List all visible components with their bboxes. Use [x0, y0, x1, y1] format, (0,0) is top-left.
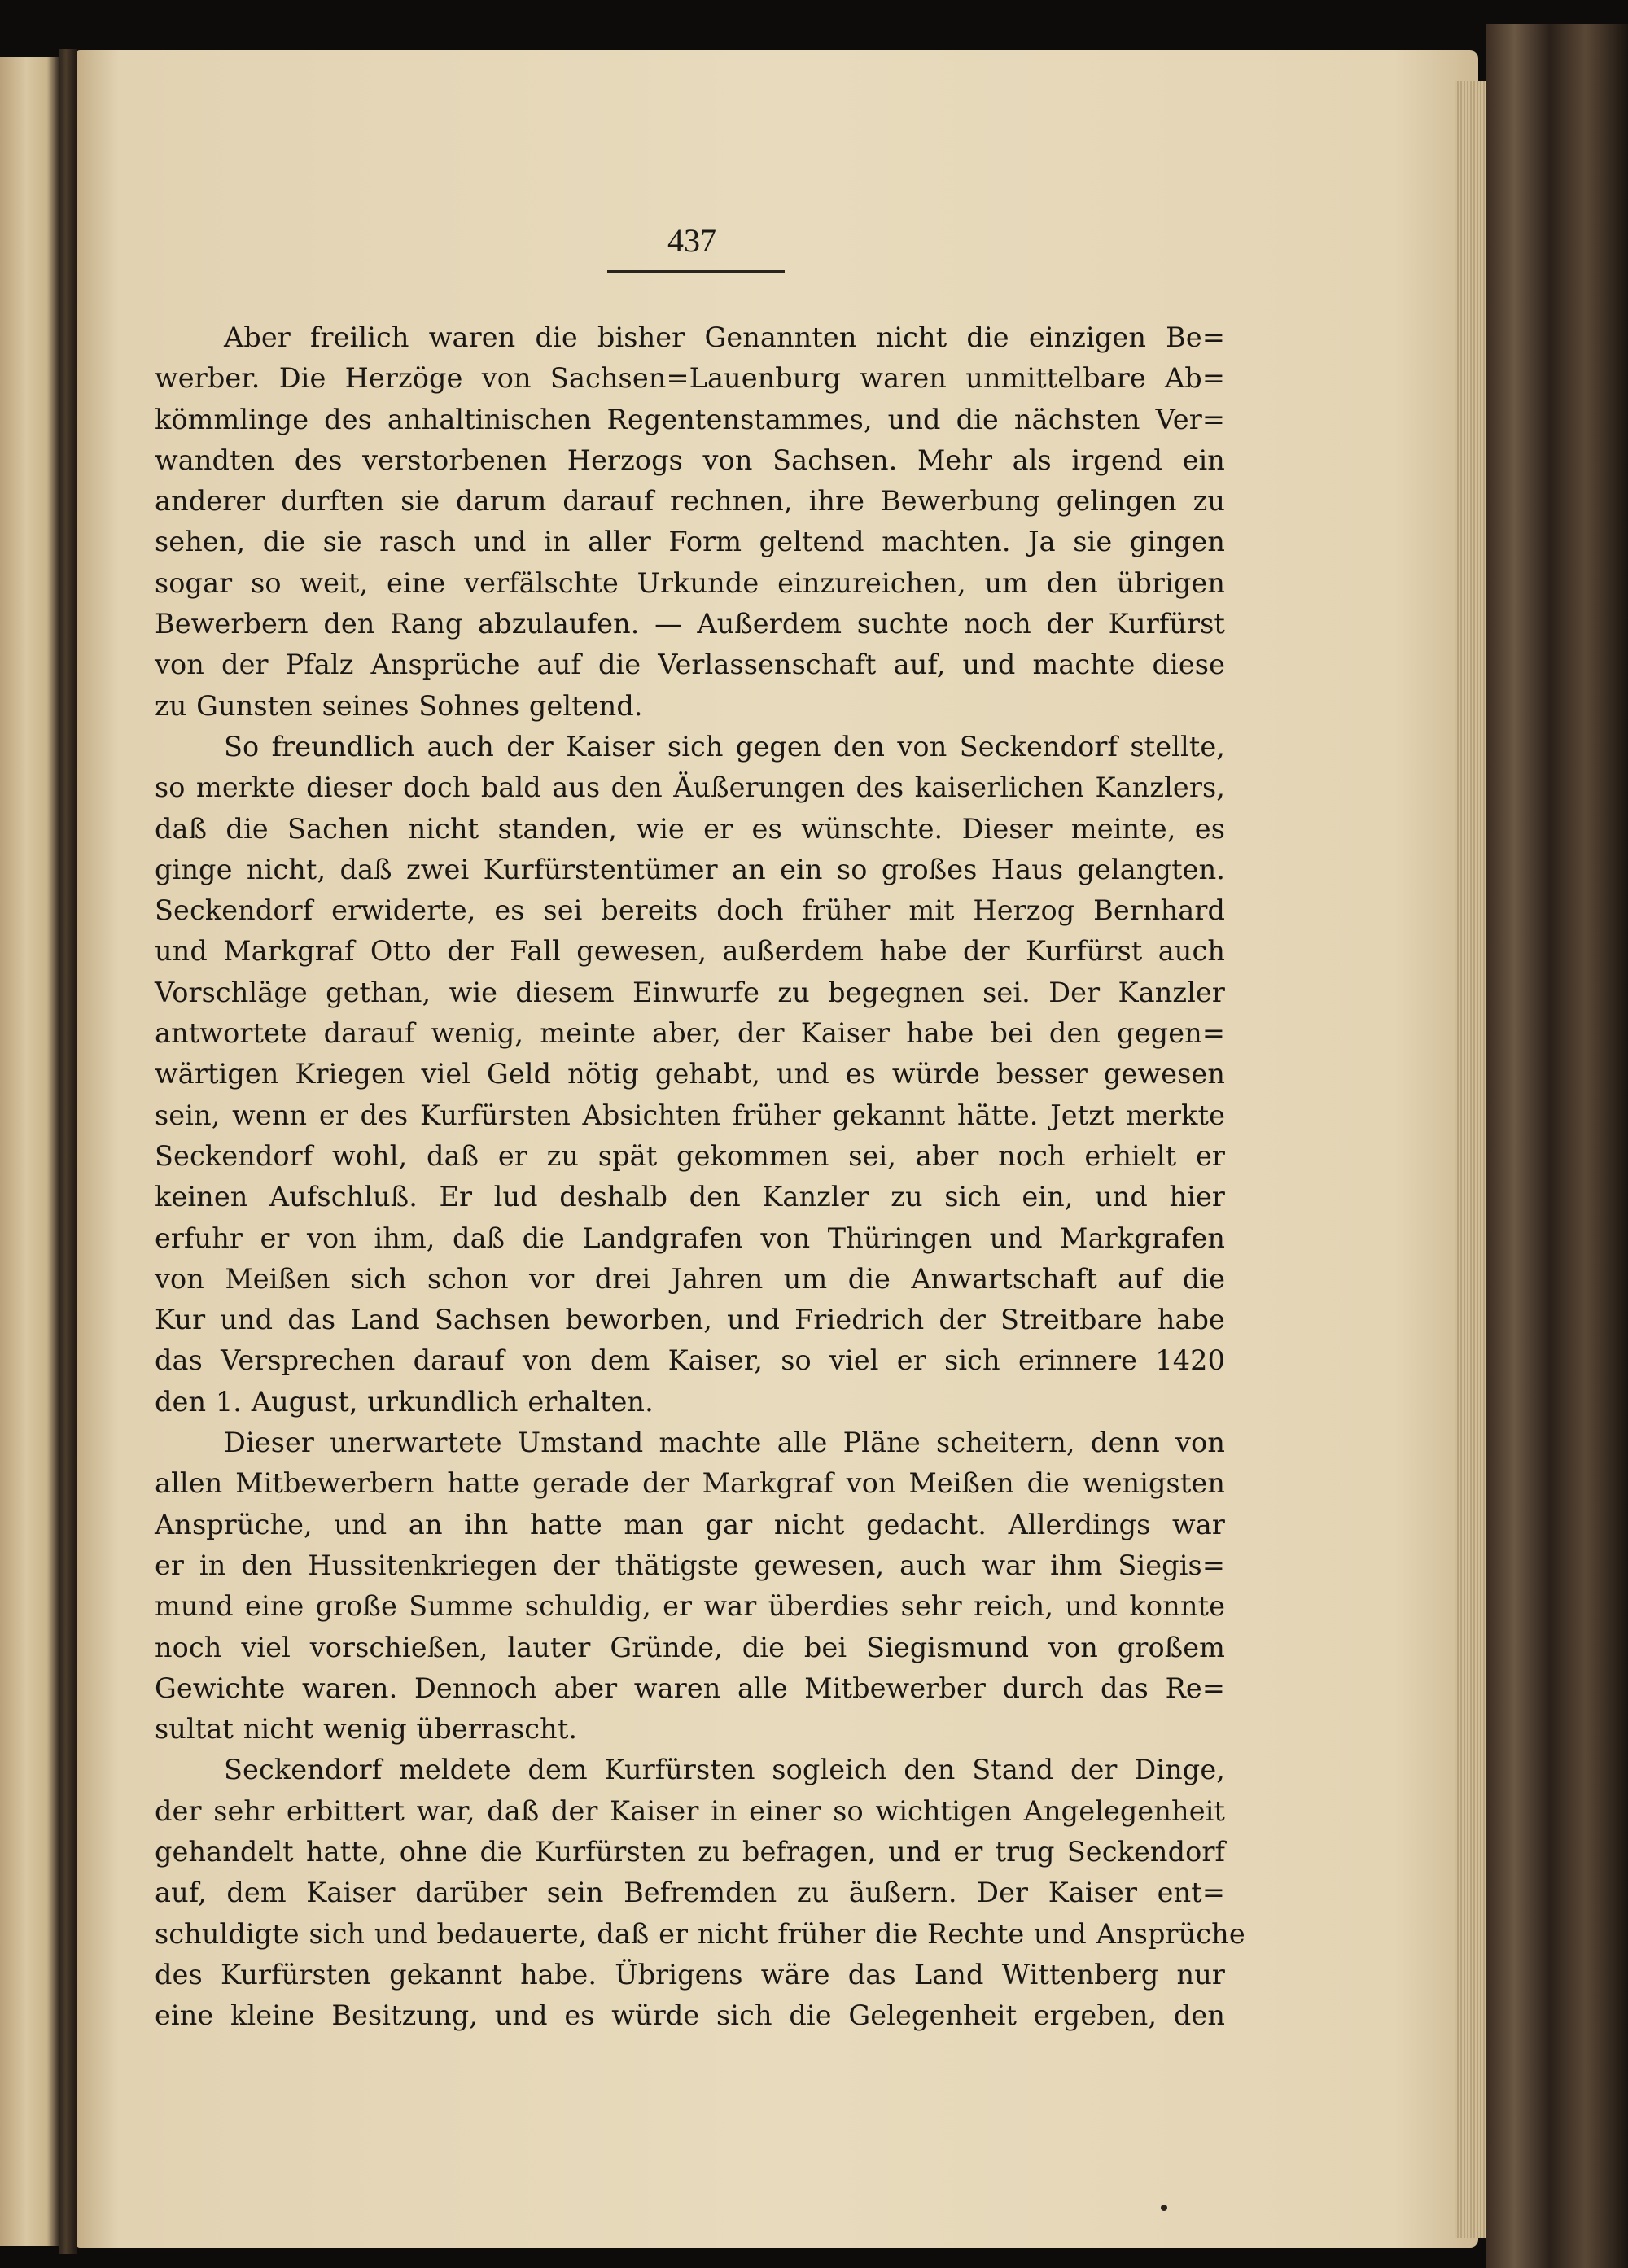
- text-line: auf, dem Kaiser darüber sein Befremden zu äußern. Der Kaiser ent=: [155, 1877, 1225, 1909]
- left-page-edge: [0, 57, 59, 2246]
- text-line: das Versprechen darauf von dem Kaiser, so viel er sich erinnere 1420: [155, 1344, 1225, 1377]
- text-line: sehen, die sie rasch und in aller Form geltend machten. Ja sie gingen: [155, 526, 1225, 558]
- text-line: des Kurfürsten gekannt habe. Übrigens wäre das Land Wittenberg nur: [155, 1958, 1225, 1991]
- text-line: zu Gunsten seines Sohnes geltend.: [155, 689, 643, 722]
- page-number-rule: [607, 270, 785, 273]
- body-text: [155, 317, 1245, 2036]
- text-line: Seckendorf wohl, daß er zu spät gekommen sei, aber noch erhielt er: [155, 1139, 1225, 1172]
- text-line: So freundlich auch der Kaiser sich gegen den von Seckendorf stellte,: [224, 730, 1225, 763]
- text-line: mund eine große Summe schuldig, er war überdies sehr reich, und konnte: [155, 1590, 1225, 1623]
- text-line: der sehr erbittert war, daß der Kaiser in einer so wichtigen Angelegenheit: [155, 1794, 1225, 1827]
- text-line: kömmlinge des anhaltinischen Regentenstammes, und die nächsten Ver=: [155, 403, 1225, 435]
- text-line: ginge nicht, daß zwei Kurfürstentümer an ein so großes Haus gelangten.: [155, 853, 1225, 885]
- text-line: daß die Sachen nicht standen, wie er es wünschte. Dieser meinte, es: [155, 812, 1225, 845]
- text-line: allen Mitbewerbern hatte gerade der Markgraf von Meißen die wenigsten: [155, 1467, 1225, 1500]
- text-line: Dieser unerwartete Umstand machte alle Pläne scheitern, denn von: [224, 1427, 1225, 1459]
- text-line: Bewerbern den Rang abzulaufen. — Außerdem suchte noch der Kurfürst: [155, 608, 1225, 640]
- text-line: Seckendorf erwiderte, es sei bereits doch früher mit Herzog Bernhard: [155, 894, 1225, 927]
- text-line: gehandelt hatte, ohne die Kurfürsten zu befragen, und er trug Seckendorf: [155, 1835, 1225, 1868]
- text-line: den 1. August, urkundlich erhalten.: [155, 1385, 654, 1418]
- text-line: sogar so weit, eine verfälschte Urkunde einzureichen, um den übrigen: [155, 566, 1225, 599]
- text-line: sultat nicht wenig überrascht.: [155, 1713, 578, 1746]
- text-line: Seckendorf meldete dem Kurfürsten sogleich den Stand der Dinge,: [224, 1754, 1225, 1786]
- text-line: wandten des verstorbenen Herzogs von Sachsen. Mehr als irgend ein: [155, 444, 1225, 476]
- text-line: erfuhr er von ihm, daß die Landgrafen von Thüringen und Markgrafen: [155, 1221, 1225, 1254]
- text-line: noch viel vorschießen, lauter Gründe, die bei Siegismund von großem: [155, 1631, 1225, 1663]
- text-line: und Markgraf Otto der Fall gewesen, außerdem habe der Kurfürst auch: [155, 935, 1225, 968]
- text-line: eine kleine Besitzung, und es würde sich die Gelegenheit ergeben, den: [155, 1999, 1225, 2032]
- text-line: sein, wenn er des Kurfürsten Absichten früher gekannt hätte. Jetzt merkte: [155, 1099, 1225, 1131]
- text-line: Vorschläge gethan, wie diesem Einwurfe zu begegnen sei. Der Kanzler: [155, 976, 1225, 1008]
- text-line: so merkte dieser doch bald aus den Äußerungen des kaiserlichen Kanzlers,: [155, 771, 1225, 804]
- page-number: 437: [667, 222, 716, 259]
- book-gutter: [59, 49, 77, 2254]
- text-line: Gewichte waren. Dennoch aber waren alle Mitbewerber durch das Re=: [155, 1672, 1225, 1704]
- text-line: anderer durften sie darum darauf rechnen, ihre Bewerbung gelingen zu: [155, 485, 1225, 518]
- text-line: Aber freilich waren die bisher Genannten nicht die einzigen Be=: [224, 321, 1225, 353]
- ink-speck: [1161, 2205, 1167, 2211]
- book-cover: [1486, 24, 1628, 2268]
- text-line: schuldigte sich und bedauerte, daß er nicht früher die Rechte und Ansprüche: [155, 1917, 1245, 1950]
- text-line: von Meißen sich schon vor drei Jahren um die Anwartschaft auf die: [155, 1262, 1225, 1295]
- text-line: keinen Aufschluß. Er lud deshalb den Kanzler zu sich ein, und hier: [155, 1181, 1225, 1213]
- text-line: werber. Die Herzöge von Sachsen=Lauenburg waren unmittelbare Ab=: [155, 362, 1225, 395]
- page-stack-edge: [1455, 81, 1486, 2238]
- text-line: von der Pfalz Ansprüche auf die Verlassenschaft auf, und machte diese: [155, 649, 1225, 681]
- text-line: Ansprüche, und an ihn hatte man gar nicht gedacht. Allerdings war: [155, 1508, 1225, 1540]
- text-line: Kur und das Land Sachsen beworben, und Friedrich der Streitbare habe: [155, 1304, 1225, 1336]
- text-line: er in den Hussitenkriegen der thätigste gewesen, auch war ihm Siegis=: [155, 1549, 1225, 1581]
- text-line: antwortete darauf wenig, meinte aber, der Kaiser habe bei den gegen=: [155, 1017, 1225, 1050]
- text-line: wärtigen Kriegen viel Geld nötig gehabt, und es würde besser gewesen: [155, 1058, 1225, 1090]
